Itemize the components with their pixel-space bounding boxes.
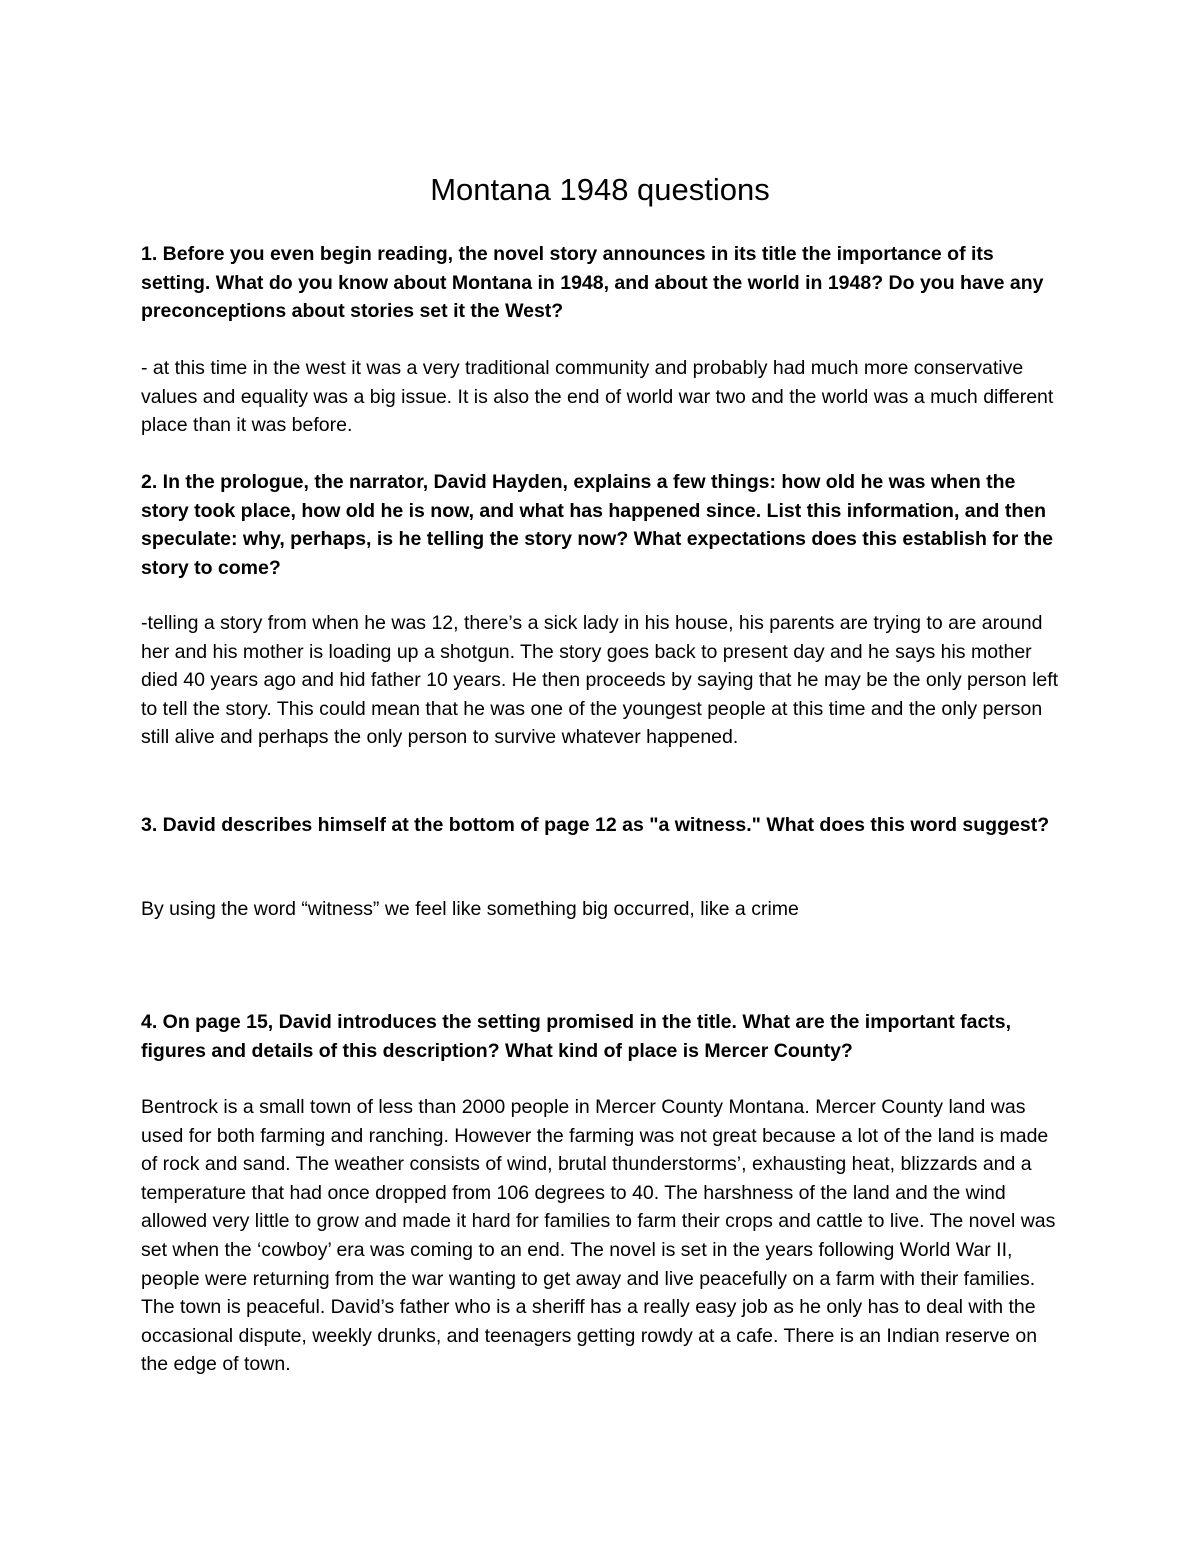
question-2: 2. In the prologue, the narrator, David Hayden, explains a few things: how old he was when the story took place, how old he is now, and what has happened since. List this information, and then speculate: why, perhaps, is he telling the story now? What expectations does this establish for the story to come? <box>141 471 1053 579</box>
question-3: 3. David describes himself at the bottom of page 12 as "a witness." What does this word suggest? <box>141 814 1050 836</box>
answer-3: By using the word “witness” we feel like something big occurred, like a crime <box>141 898 799 920</box>
answer-2: -telling a story from when he was 12, there’s a sick lady in his house, his parents are trying to are around her and his mother is loading up a shotgun. The story goes back to present day and he says his mother died 40 years ago and hid father 10 years. He then proceeds by saying that he may be the only person left to tell the story. This could mean that he was one of the youngest people at this time and the only person still alive and perhaps the only person to survive whatever happened. <box>141 612 1059 749</box>
answer-1: - at this time in the west it was a very traditional community and probably had much more conservative values and equality was a big issue. It is also the end of world war two and the world was a much different place than it was before. <box>141 357 1054 437</box>
question-4: 4. On page 15, David introduces the setting promised in the title. What are the important facts, figures and details of this description? What kind of place is Mercer County? <box>141 1011 1012 1062</box>
answer-4: Bentrock is a small town of less than 2000 people in Mercer County Montana. Mercer County land was used for both farming and ranching. However the farming was not great because a lot of the land is made of rock and sand. The weather consists of wind, brutal thunderstorms’, exhausting heat, blizzards and a temperature that had once dropped from 106 degrees to 40. The harshness of the land and the wind allowed very little to grow and made it hard for families to farm their crops and cattle to live. The novel was set when the ‘cowboy’ era was coming to an end. The novel is set in the years following World War II, people were returning from the war wanting to get away and live peacefully on a farm with their families. The town is peaceful. David’s father who is a sheriff has a really easy job as he only has to deal with the occasional dispute, weekly drunks, and teenagers getting rowdy at a cafe. There is an Indian reserve on the edge of town. <box>141 1096 1056 1376</box>
document-title: Montana 1948 questions <box>430 172 770 207</box>
question-1: 1. Before you even begin reading, the novel story announces in its title the importance of its setting. What do you know about Montana in 1948, and about the world in 1948? Do you have any preconceptions about stories set it the West? <box>141 243 1044 323</box>
